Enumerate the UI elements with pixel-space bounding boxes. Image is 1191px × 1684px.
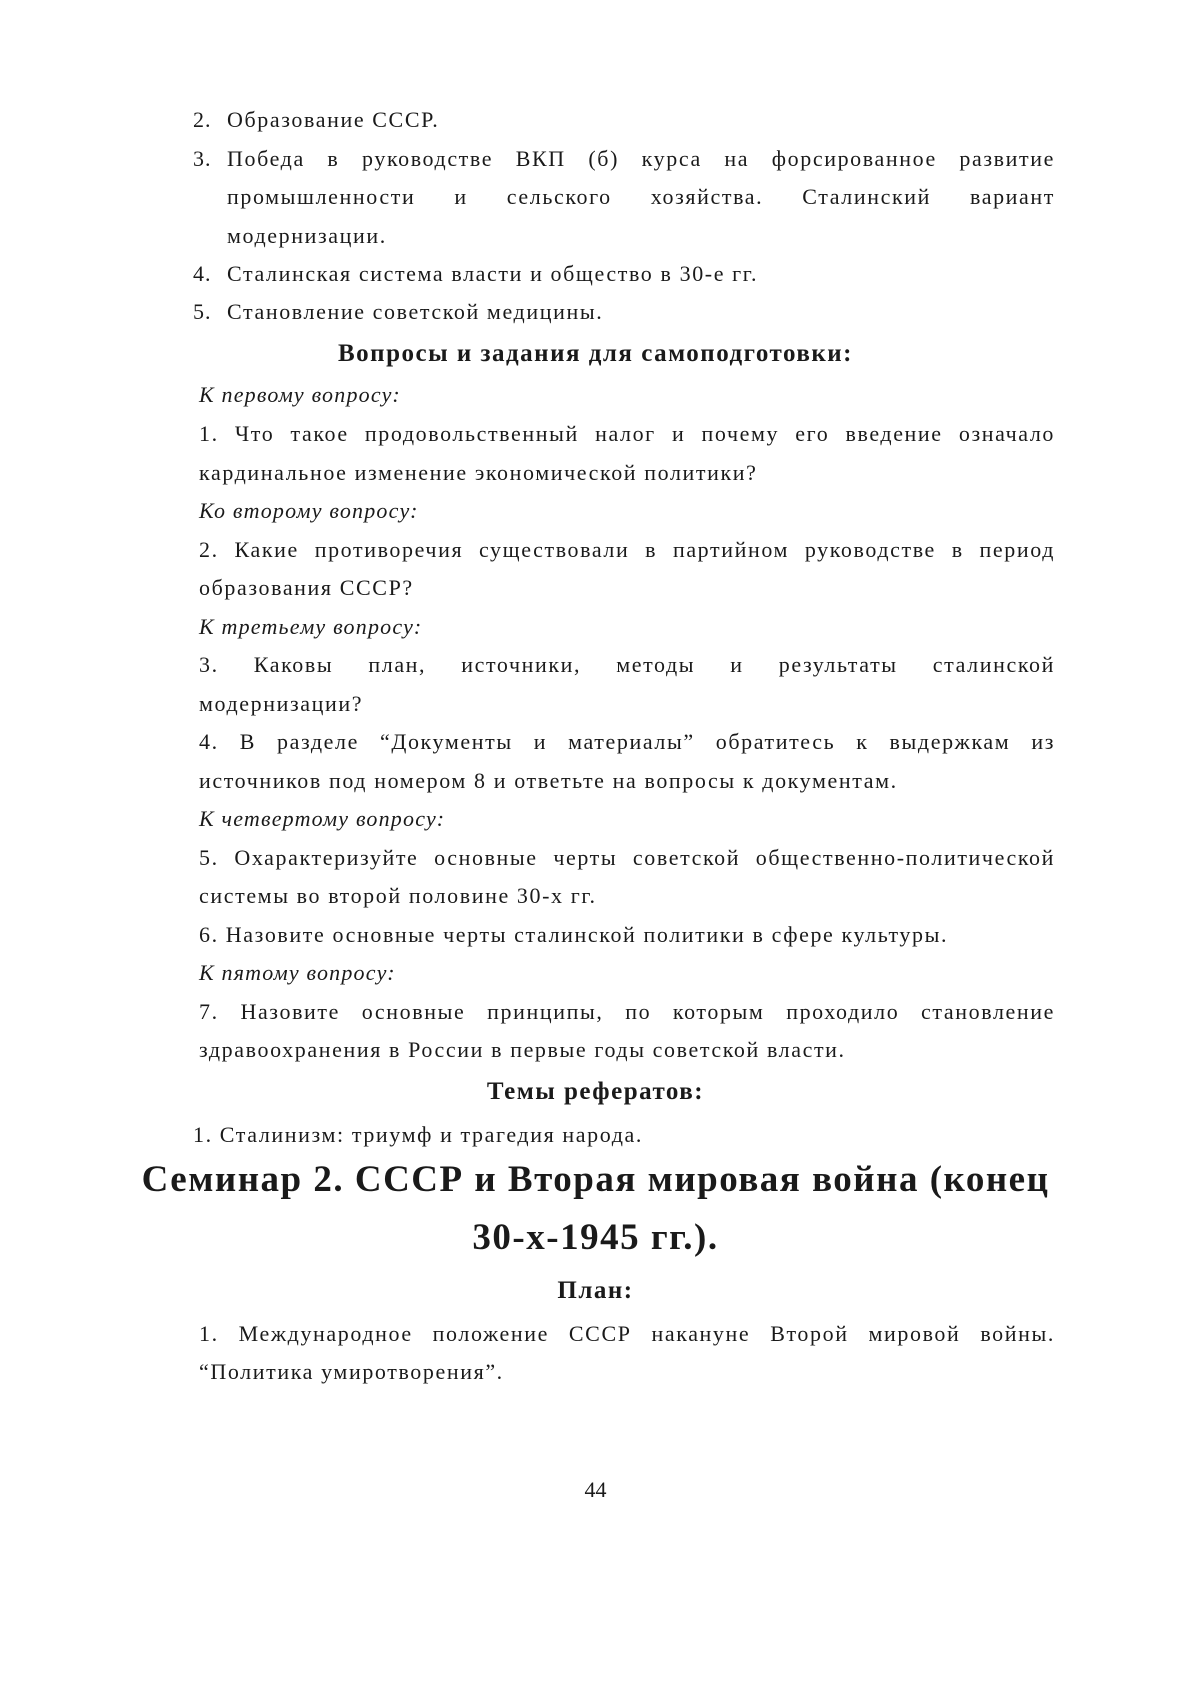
plan-item-text: промышленности и сельского хозяйства. Сталинский вариант [227, 184, 1055, 209]
plan-item-number: 3. [193, 146, 212, 171]
question-text: 2. Какие противоречия существовали в партийном руководстве в период [199, 537, 1055, 562]
question-text: 5. Охарактеризуйте основные черты советской общественно-политической [199, 845, 1055, 870]
plan-item-number: 2. [193, 107, 212, 132]
essay-topic: 1. Сталинизм: триумф и трагедия народа. [193, 1122, 643, 1147]
question-text: 4. В разделе “Документы и материалы” обратитесь к выдержкам из [199, 729, 1055, 754]
question-group-label: К третьему вопросу: [199, 614, 423, 639]
question-text: образования СССР? [199, 575, 414, 600]
seminar-title: Семинар 2. СССР и Вторая мировая война (конец [141, 1159, 1050, 1200]
question-text: модернизации? [199, 691, 364, 716]
question-text: 6. Назовите основные черты сталинской политики в сфере культуры. [199, 922, 949, 947]
seminar-title: 30-х-1945 гг.). [472, 1217, 719, 1258]
question-group-label: К пятому вопросу: [199, 960, 396, 985]
plan-item-text: Образование СССР. [227, 107, 440, 132]
plan-item-text: модернизации. [227, 223, 387, 248]
plan-item-text: Становление советской медицины. [227, 299, 604, 324]
plan-item-text: “Политика умиротворения”. [199, 1359, 504, 1384]
question-group-label: К четвертому вопросу: [199, 806, 446, 831]
questions-heading: Вопросы и задания для самоподготовки: [337, 340, 854, 367]
question-text: источников под номером 8 и ответьте на вопросы к документам. [199, 768, 898, 793]
question-text: кардинальное изменение экономической политики? [199, 460, 758, 485]
plan-item-text: Победа в руководстве ВКП (б) курса на форсированное развитие [227, 146, 1055, 171]
plan-item-text: 1. Международное положение СССР накануне Второй мировой войны. [199, 1321, 1055, 1346]
plan-item-number: 5. [193, 299, 212, 324]
plan-item-text: Сталинская система власти и общество в 30-е гг. [227, 261, 759, 286]
question-group-label: Ко второму вопросу: [199, 498, 419, 523]
page-number: 44 [584, 1477, 607, 1502]
question-text: 3. Каковы план, источники, методы и результаты сталинской [199, 652, 1055, 677]
question-text: 7. Назовите основные принципы, по которым проходило становление [199, 999, 1055, 1024]
question-text: системы во второй половине 30-х гг. [199, 883, 597, 908]
essays-heading: Темы рефератов: [486, 1078, 705, 1105]
question-text: 1. Что такое продовольственный налог и почему его введение означало [199, 421, 1055, 446]
question-group-label: К первому вопросу: [199, 382, 401, 407]
plan-heading: План: [557, 1277, 634, 1304]
plan-item-number: 4. [193, 261, 212, 286]
question-text: здравоохранения в России в первые годы советской власти. [199, 1037, 846, 1062]
